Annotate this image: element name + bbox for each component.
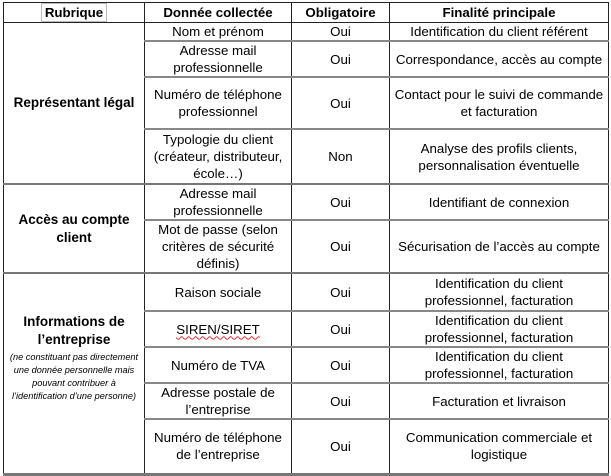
- cell-finalite: Contact pour le suivi de commande et facturation: [390, 77, 609, 129]
- cell-donnee: Mot de passe (selon critères de sécurité définis): [145, 220, 292, 273]
- cell-donnee: [145, 311, 292, 347]
- cell-donnee: Raison sociale: [145, 273, 292, 311]
- data-collection-table: [3, 2, 609, 476]
- table-row: [4, 273, 609, 311]
- cell-finalite: Identification du client professionnel, facturation: [390, 347, 609, 383]
- spellcheck-word: SIREN/SIRET: [176, 321, 260, 337]
- cell-obligatoire: Oui: [292, 311, 390, 347]
- header-obligatoire: Obligatoire: [292, 3, 390, 23]
- cell-obligatoire: Oui: [292, 383, 390, 419]
- cell-finalite: Communication commerciale et logistique: [390, 419, 609, 474]
- cell-donnee: Adresse postale de l’entreprise: [145, 383, 292, 419]
- cell-obligatoire: Oui: [292, 347, 390, 383]
- cell-donnee: Numéro de TVA: [145, 347, 292, 383]
- section-title: Accès au compte client: [18, 211, 130, 245]
- header-donnee: Donnée collectée: [145, 3, 292, 23]
- section-cell-representant: [4, 23, 145, 185]
- cell-finalite: Correspondance, accès au compte: [390, 41, 609, 77]
- cell-finalite: Identification du client professionnel, facturation: [390, 311, 609, 347]
- cell-donnee: Numéro de téléphone professionnel: [145, 77, 292, 129]
- cell-obligatoire: Oui: [292, 41, 390, 77]
- cell-finalite: Identification du client professionnel, facturation: [390, 273, 609, 311]
- cell-finalite: Identification du client référent: [390, 23, 609, 42]
- cell-finalite: Facturation et livraison: [390, 383, 609, 419]
- header-rubrique-label: Rubrique: [41, 3, 107, 22]
- cell-donnee: Numéro de téléphone de l’entreprise: [145, 419, 292, 474]
- section-title: Informations de l’entreprise: [23, 314, 125, 348]
- header-rubrique: [4, 3, 145, 23]
- cell-obligatoire: Non: [292, 129, 390, 184]
- cell-obligatoire: Oui: [292, 220, 390, 273]
- cell-donnee: Nom et prénom: [145, 23, 292, 42]
- header-row: [4, 3, 609, 23]
- cell-obligatoire: Oui: [292, 77, 390, 129]
- section-cell-acces: [4, 184, 145, 273]
- section-note: (ne constituant pas directement une donnée personnelle mais pouvant contribuer à l’identification d’une personne): [9, 352, 139, 402]
- cell-donnee: Typologie du client (créateur, distributeur, école…): [145, 129, 292, 184]
- cell-obligatoire: Oui: [292, 419, 390, 474]
- table-row: [4, 184, 609, 220]
- cell-obligatoire: Oui: [292, 23, 390, 42]
- cell-finalite: Analyse des profils clients, personnalisation éventuelle: [390, 129, 609, 184]
- table-row: [4, 23, 609, 42]
- cell-donnee: Adresse mail professionnelle: [145, 41, 292, 77]
- cell-obligatoire: Oui: [292, 273, 390, 311]
- section-cell-entreprise: [4, 273, 145, 474]
- section-title: Représentant légal: [13, 95, 135, 110]
- header-finalite: Finalité principale: [390, 3, 609, 23]
- cell-finalite: Identifiant de connexion: [390, 184, 609, 220]
- cell-obligatoire: Oui: [292, 184, 390, 220]
- cell-finalite: Sécurisation de l’accès au compte: [390, 220, 609, 273]
- cell-donnee: Adresse mail professionnelle: [145, 184, 292, 220]
